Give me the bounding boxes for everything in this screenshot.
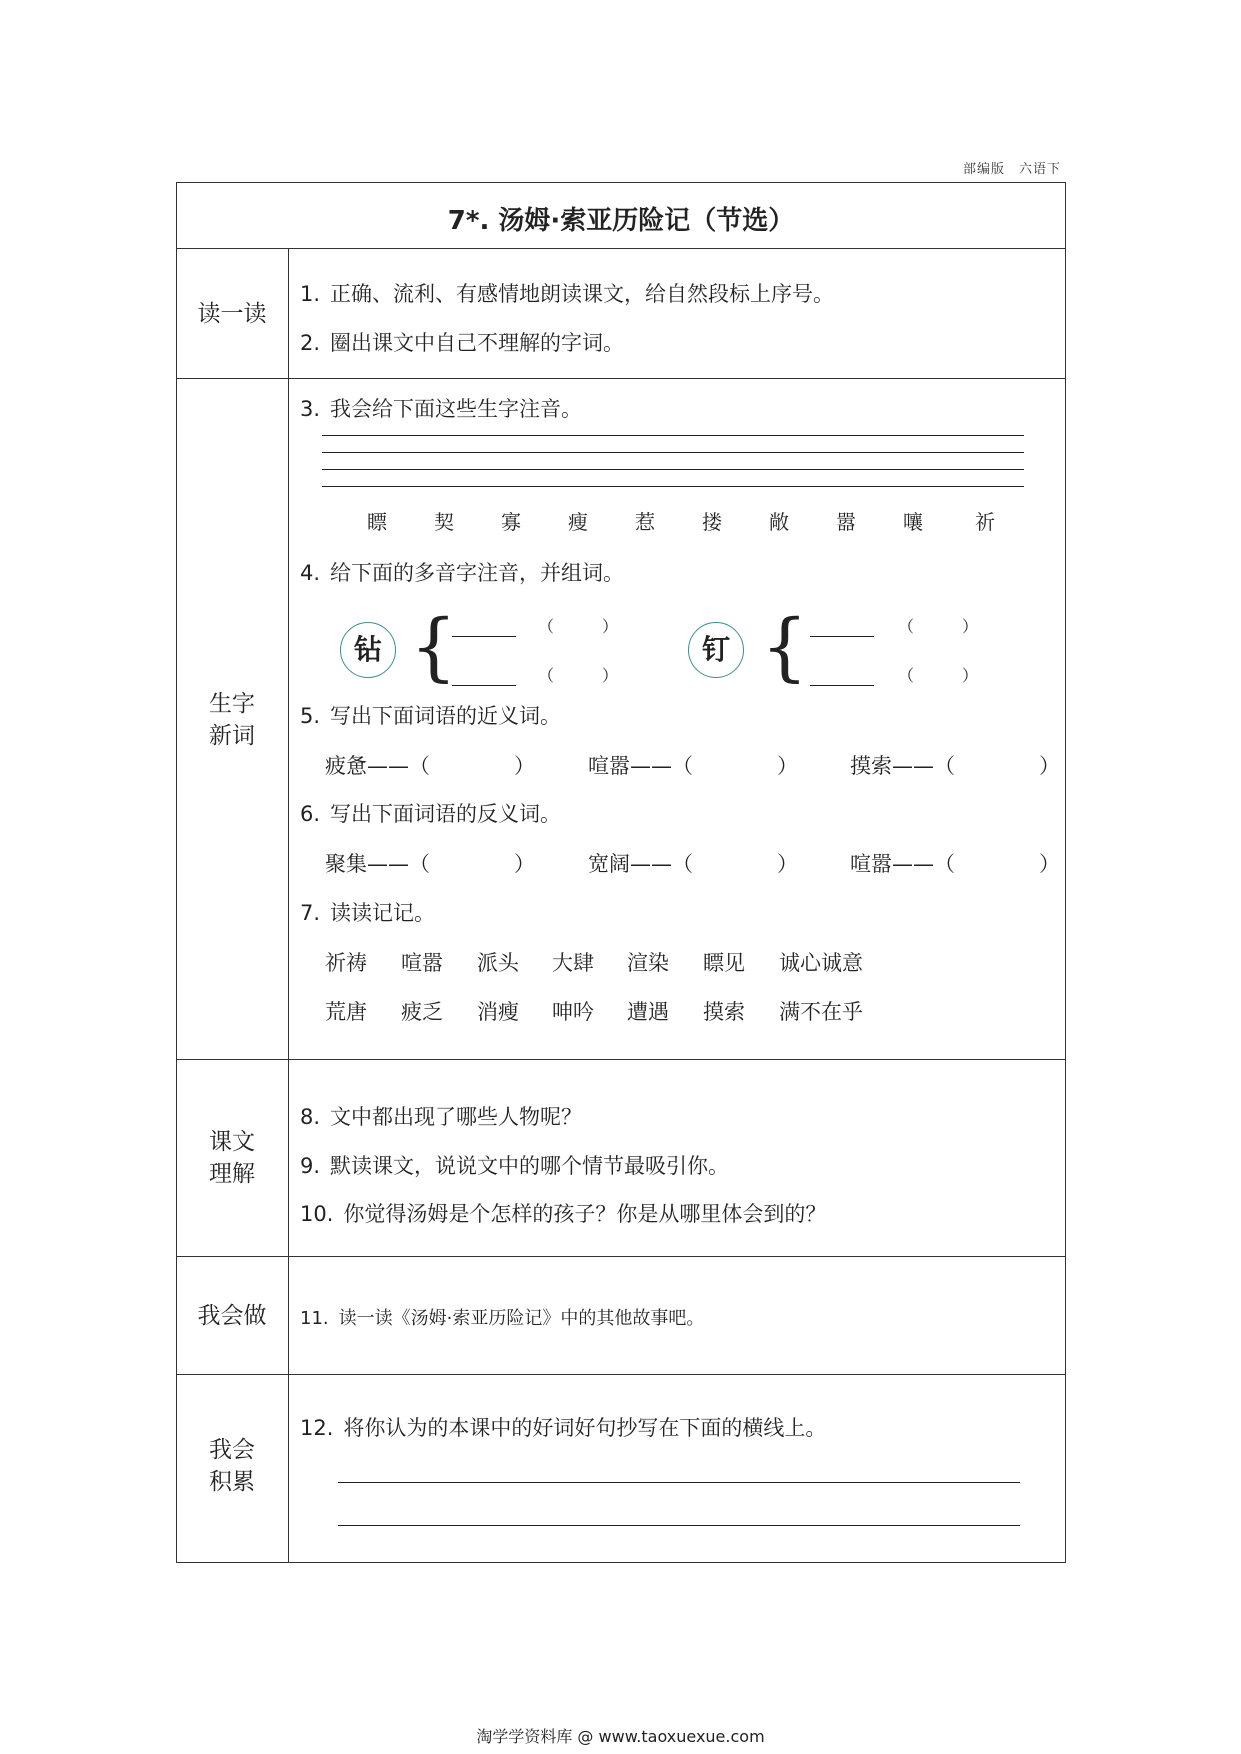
question-2: 2. 圈出课文中自己不理解的字词。 xyxy=(300,331,625,355)
question-4: 4. 给下面的多音字注音，并组词。 xyxy=(300,561,625,585)
divider xyxy=(176,1374,1066,1375)
word-item: 渲染 xyxy=(627,951,669,975)
answer-paren: （ ） xyxy=(898,617,979,636)
question-7: 7. 读读记记。 xyxy=(300,901,436,925)
question-10: 10. 你觉得汤姆是个怎样的孩子？你是从哪里体会到的？ xyxy=(300,1202,827,1226)
word-item: 派头 xyxy=(477,951,519,975)
writing-line xyxy=(338,1482,1020,1483)
pinyin-line xyxy=(322,486,1024,487)
brace-icon: { xyxy=(761,604,809,690)
synonym-item: 疲惫——（ ） xyxy=(325,754,535,778)
edition-label: 部编版 六语下 xyxy=(962,162,1061,177)
question-8: 8. 文中都出现了哪些人物呢？ xyxy=(300,1105,583,1129)
pinyin-line xyxy=(322,435,1024,436)
word-item: 遭遇 xyxy=(627,1000,669,1024)
pinyin-char: 契 xyxy=(434,510,454,534)
answer-blank xyxy=(810,685,874,686)
word-item: 满不在乎 xyxy=(779,1000,863,1024)
section-vocab: 生字 新词 xyxy=(209,691,255,749)
synonym-item: 摸索——（ ） xyxy=(850,754,1060,778)
antonym-item: 宽阔——（ ） xyxy=(588,852,798,876)
question-12: 12. 将你认为的本课中的好词好句抄写在下面的横线上。 xyxy=(300,1416,827,1440)
pinyin-char: 祈 xyxy=(975,510,995,534)
brace-icon: { xyxy=(410,604,458,690)
answer-blank xyxy=(452,685,516,686)
polyphone-circle: 钻 xyxy=(340,622,396,678)
divider xyxy=(176,1059,1066,1060)
word-item: 荒唐 xyxy=(325,1000,367,1024)
pinyin-char: 惹 xyxy=(635,510,655,534)
pinyin-char: 瞟 xyxy=(367,510,387,534)
word-item: 摸索 xyxy=(703,1000,745,1024)
footer-source: 淘学学资料库 @ www.taoxuexue.com xyxy=(476,1727,765,1746)
pinyin-line xyxy=(322,469,1024,470)
word-item: 大肆 xyxy=(552,951,594,975)
divider xyxy=(176,378,1066,379)
lesson-title: 7*. 汤姆·索亚历险记（节选） xyxy=(447,206,795,236)
word-item: 喧嚣 xyxy=(401,951,443,975)
pinyin-char: 嚣 xyxy=(836,510,856,534)
word-item: 诚心诚意 xyxy=(779,951,863,975)
question-9: 9. 默读课文，说说文中的哪个情节最吸引你。 xyxy=(300,1154,730,1178)
answer-paren: （ ） xyxy=(538,666,619,685)
section-understand: 课文 理解 xyxy=(209,1129,255,1187)
synonym-item: 喧嚣——（ ） xyxy=(588,754,798,778)
question-5: 5. 写出下面词语的近义词。 xyxy=(300,704,562,728)
question-11: 11. 读一读《汤姆·索亚历险记》中的其他故事吧。 xyxy=(300,1308,705,1329)
antonym-item: 喧嚣——（ ） xyxy=(850,852,1060,876)
word-item: 呻吟 xyxy=(552,1000,594,1024)
polyphone-circle: 钉 xyxy=(688,622,744,678)
question-3: 3. 我会给下面这些生字注音。 xyxy=(300,397,583,421)
pinyin-line xyxy=(322,452,1024,453)
divider xyxy=(176,248,1066,249)
answer-paren: （ ） xyxy=(538,617,619,636)
section-read: 读一读 xyxy=(197,301,267,327)
word-item: 瞟见 xyxy=(703,951,745,975)
question-6: 6. 写出下面词语的反义词。 xyxy=(300,802,562,826)
answer-blank xyxy=(452,636,516,637)
column-divider xyxy=(288,248,289,1563)
pinyin-char: 瘦 xyxy=(568,510,588,534)
answer-blank xyxy=(810,636,874,637)
word-item: 祈祷 xyxy=(325,951,367,975)
pinyin-char: 搂 xyxy=(702,510,722,534)
pinyin-char: 敞 xyxy=(769,510,789,534)
writing-line xyxy=(338,1525,1020,1526)
divider xyxy=(176,1256,1066,1257)
section-accumulate: 我会 积累 xyxy=(209,1437,255,1495)
antonym-item: 聚集——（ ） xyxy=(325,852,535,876)
section-do: 我会做 xyxy=(197,1303,267,1329)
question-1: 1. 正确、流利、有感情地朗读课文，给自然段标上序号。 xyxy=(300,282,835,306)
word-item: 消瘦 xyxy=(477,1000,519,1024)
answer-paren: （ ） xyxy=(898,666,979,685)
word-item: 疲乏 xyxy=(401,1000,443,1024)
pinyin-char: 嚷 xyxy=(903,510,923,534)
pinyin-char: 寡 xyxy=(501,510,521,534)
